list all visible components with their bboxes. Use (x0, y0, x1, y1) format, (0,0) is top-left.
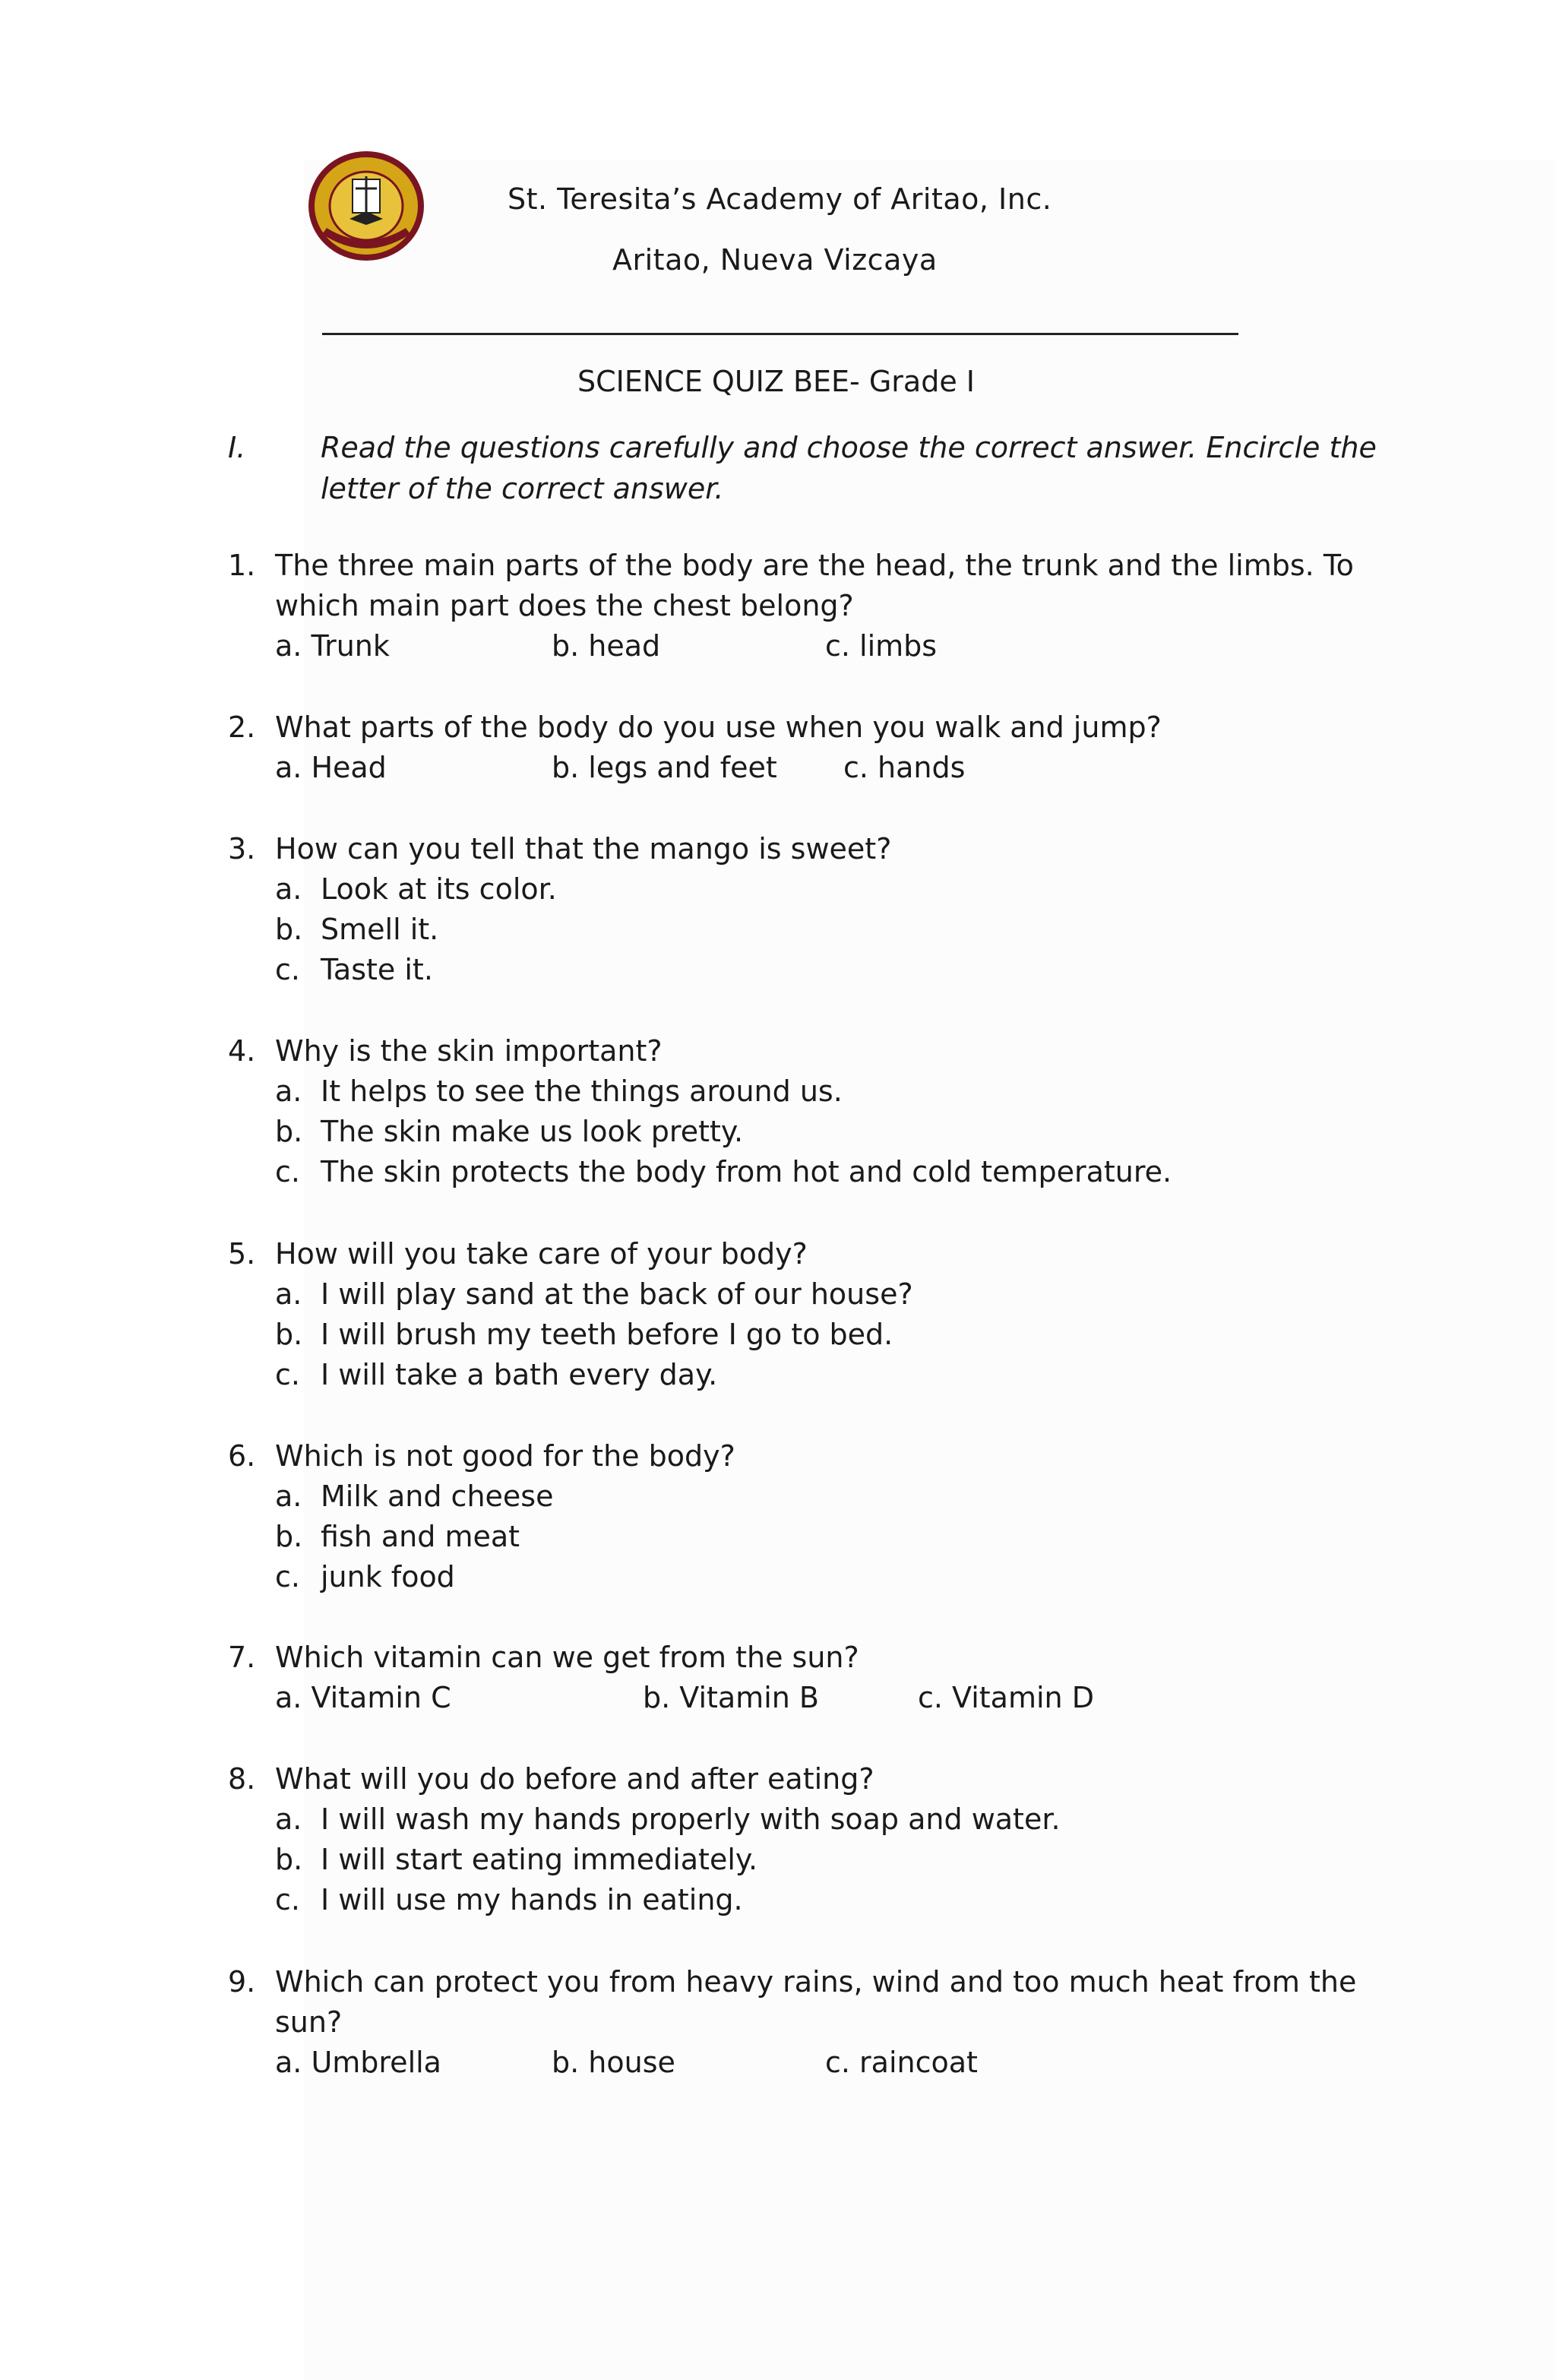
option-c[interactable]: c. raincoat (825, 2046, 978, 2079)
option-letter: b. (275, 1520, 303, 1553)
instruction-block (228, 427, 1383, 509)
option-a[interactable]: a. Vitamin C (275, 1681, 451, 1714)
option-text: The skin protects the body from hot and cold temperature. (321, 1155, 1172, 1188)
option-letter: b. (275, 1843, 303, 1876)
question-3 (228, 829, 1398, 990)
option-text: Taste it. (321, 953, 433, 986)
option-text: I will take a bath every day. (321, 1358, 718, 1391)
option-text: I will brush my teeth before I go to bed. (321, 1318, 893, 1351)
question-2 (228, 707, 1398, 788)
option-letter: b. (275, 1115, 303, 1148)
question-number: 5. (228, 1237, 256, 1271)
question-4 (228, 1031, 1398, 1192)
option-letter: a. (275, 1074, 302, 1108)
option-a[interactable] (275, 1476, 1398, 1517)
option-c[interactable] (275, 1557, 1398, 1597)
question-8 (228, 1759, 1398, 1920)
option-a[interactable] (275, 1274, 1398, 1315)
option-c[interactable]: c. hands (843, 751, 966, 784)
instruction-number: I. (228, 431, 246, 464)
option-c[interactable]: c. Vitamin D (918, 1681, 1094, 1714)
school-address: Aritao, Nueva Vizcaya (612, 243, 938, 277)
option-a[interactable] (275, 1799, 1398, 1840)
option-text: Milk and cheese (321, 1480, 554, 1513)
option-letter: b. (275, 913, 303, 946)
question-text: The three main parts of the body are the head, the trunk and the limbs. To which main part does the chest belong? (275, 549, 1354, 622)
question-text: Why is the skin important? (275, 1034, 663, 1068)
options-list (275, 869, 1398, 990)
option-letter: a. (275, 1277, 302, 1311)
option-b[interactable] (275, 1517, 1398, 1557)
question-number: 4. (228, 1034, 256, 1068)
option-a[interactable]: a. Head (275, 751, 387, 784)
instruction-text: Read the questions carefully and choose the correct answer. Encircle the letter of the correct answer. (321, 431, 1377, 505)
option-a[interactable]: a. Trunk (275, 629, 390, 663)
option-text: I will play sand at the back of our house? (321, 1277, 913, 1311)
question-9 (228, 1962, 1398, 2083)
option-b[interactable]: b. Vitamin B (643, 1681, 819, 1714)
options-row (275, 626, 1398, 666)
option-text: fish and meat (321, 1520, 520, 1553)
option-c[interactable] (275, 1880, 1398, 1920)
header-divider (322, 333, 1238, 335)
option-letter: c. (275, 1883, 300, 1916)
option-letter: b. (275, 1318, 303, 1351)
option-letter: a. (275, 1480, 302, 1513)
option-c[interactable] (275, 1355, 1398, 1395)
question-6 (228, 1436, 1398, 1597)
question-text: How can you tell that the mango is sweet? (275, 832, 892, 866)
option-c[interactable]: c. limbs (825, 629, 938, 663)
question-number: 3. (228, 832, 256, 866)
option-text: The skin make us look pretty. (321, 1115, 744, 1148)
option-b[interactable]: b. house (552, 2046, 675, 2079)
school-seal-logo (305, 149, 427, 263)
option-letter: a. (275, 1802, 302, 1836)
option-a[interactable] (275, 869, 1398, 910)
question-number: 6. (228, 1439, 256, 1473)
question-number: 8. (228, 1762, 256, 1796)
option-letter: c. (275, 1155, 300, 1188)
option-b[interactable] (275, 1840, 1398, 1880)
option-a[interactable]: a. Umbrella (275, 2046, 441, 2079)
option-letter: a. (275, 872, 302, 906)
question-number: 9. (228, 1965, 256, 1999)
option-text: It helps to see the things around us. (321, 1074, 843, 1108)
options-list (275, 1476, 1398, 1597)
option-text: Look at its color. (321, 872, 557, 906)
school-name: St. Teresita’s Academy of Aritao, Inc. (508, 182, 1052, 216)
options-list (275, 1799, 1398, 1920)
option-text: I will start eating immediately. (321, 1843, 758, 1876)
options-row (275, 1678, 1398, 1718)
option-a[interactable] (275, 1071, 1398, 1112)
option-c[interactable] (275, 1152, 1398, 1192)
option-b[interactable]: b. legs and feet (552, 751, 777, 784)
options-list (275, 1071, 1398, 1192)
question-1 (228, 546, 1398, 666)
question-number: 2. (228, 711, 256, 744)
option-b[interactable]: b. head (552, 629, 661, 663)
question-text: What parts of the body do you use when you walk and jump? (275, 711, 1162, 744)
options-row (275, 748, 1398, 788)
question-7 (228, 1638, 1398, 1718)
question-text: Which vitamin can we get from the sun? (275, 1641, 859, 1674)
question-text: Which can protect you from heavy rains, wind and too much heat from the sun? (275, 1965, 1357, 2039)
option-text: junk food (321, 1560, 455, 1594)
options-row (275, 2043, 1398, 2083)
question-text: What will you do before and after eating? (275, 1762, 874, 1796)
question-text: Which is not good for the body? (275, 1439, 735, 1473)
option-letter: c. (275, 953, 300, 986)
question-5 (228, 1234, 1398, 1395)
question-text: How will you take care of your body? (275, 1237, 808, 1271)
option-b[interactable] (275, 1112, 1398, 1152)
option-text: I will wash my hands properly with soap and water. (321, 1802, 1061, 1836)
option-b[interactable] (275, 910, 1398, 950)
question-number: 1. (228, 549, 256, 582)
option-text: I will use my hands in eating. (321, 1883, 743, 1916)
quiz-title: SCIENCE QUIZ BEE- Grade I (577, 365, 975, 398)
option-letter: c. (275, 1358, 300, 1391)
option-letter: c. (275, 1560, 300, 1594)
option-text: Smell it. (321, 913, 439, 946)
option-b[interactable] (275, 1315, 1398, 1355)
question-number: 7. (228, 1641, 256, 1674)
option-c[interactable] (275, 950, 1398, 990)
options-list (275, 1274, 1398, 1395)
